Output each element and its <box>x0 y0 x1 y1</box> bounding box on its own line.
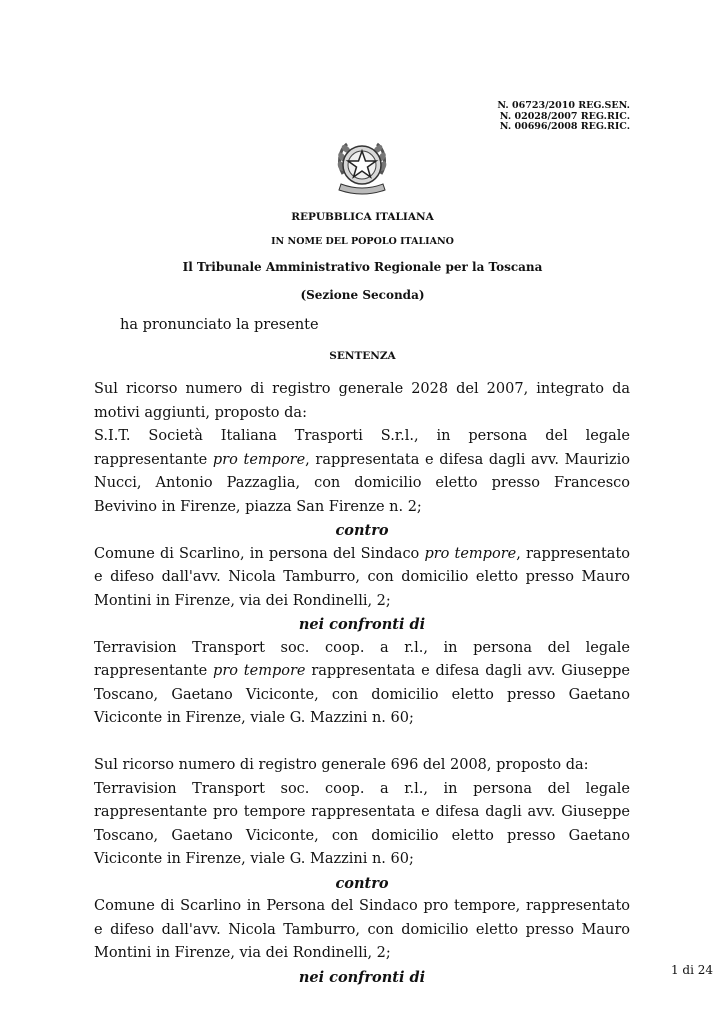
pronuncia-text: ha pronunciato la presente <box>120 317 319 333</box>
sezione-heading: (Sezione Seconda) <box>300 288 425 302</box>
reg-sen-number: N. 06723/2010 REG.SEN. <box>497 100 630 111</box>
repubblica-heading: REPUBBLICA ITALIANA <box>291 211 434 223</box>
sentenza-heading: SENTENZA <box>329 350 396 362</box>
ricorso2-resistente: Comune di Scarlino in Persona del Sindaco pro tempore, rappresentato e difeso dall'avv. Nicola Tamburro, con domicilio eletto presso Mauro Montini in Firenze, via dei Rondinelli, 2; <box>94 898 630 961</box>
ricorso1-ricorrente: S.I.T. Società Italiana Trasporti S.r.l., in persona del legale rappresentante pro tempore, rappresentata e difesa dagli avv. Maurizio Nucci, Antonio Pazzaglia, con domicilio eletto presso Francesco Bevivino in Firenze, piazza San Firenze n. 2; <box>94 428 631 515</box>
ricorso1-nei-confronti: nei confronti di <box>298 616 426 633</box>
tribunale-heading: Il Tribunale Amministrativo Regionale per la Toscana <box>182 260 543 274</box>
popolo-heading: IN NOME DEL POPOLO ITALIANO <box>271 236 454 247</box>
italian-republic-emblem-icon <box>333 136 391 198</box>
ricorso2-intro: Sul ricorso numero di registro generale 696 del 2008, proposto da: <box>94 757 589 773</box>
reg-ric-number-2007: N. 02028/2007 REG.RIC. <box>499 110 630 122</box>
ricorso1-controinteressato: Terravision Transport soc. coop. a r.l., in persona del legale rappresentante pro tempore rappresentata e difesa dagli avv. Giuseppe Toscano, Gaetano Viciconte, con domicilio eletto presso Gaetano Viciconte in Firenze, viale G. Mazzini n. 60; <box>94 639 631 726</box>
ricorso1-intro: Sul ricorso numero di registro generale 2028 del 2007, integrato da motivi aggiunti, proposto da: <box>94 381 630 421</box>
paragraph-gap <box>94 731 630 755</box>
register-numbers <box>497 101 630 133</box>
ricorso2-contro: contro <box>335 874 389 892</box>
ricorso1-contro: contro <box>335 522 389 539</box>
document-body <box>94 378 630 989</box>
reg-ric-number-2008: N. 00696/2008 REG.RIC. <box>499 121 630 132</box>
ricorso1-resistente: Comune di Scarlino, in persona del Sindaco pro tempore, rappresentato e difeso dall'avv. Nicola Tamburro, con domicilio eletto presso Mauro Montini in Firenze, via dei Rondinelli, 2; <box>94 545 630 609</box>
ricorso2-nei-confronti: nei confronti di <box>298 968 426 986</box>
page-number: 1 di 24 <box>670 963 713 977</box>
ricorso2-ricorrente: Terravision Transport soc. coop. a r.l., in persona del legale rappresentante pro tempore rappresentata e difesa dagli avv. Giuseppe Toscano, Gaetano Viciconte, con domicilio eletto presso Gaetano Viciconte in Firenze, viale G. Mazzini n. 60; <box>94 780 630 867</box>
